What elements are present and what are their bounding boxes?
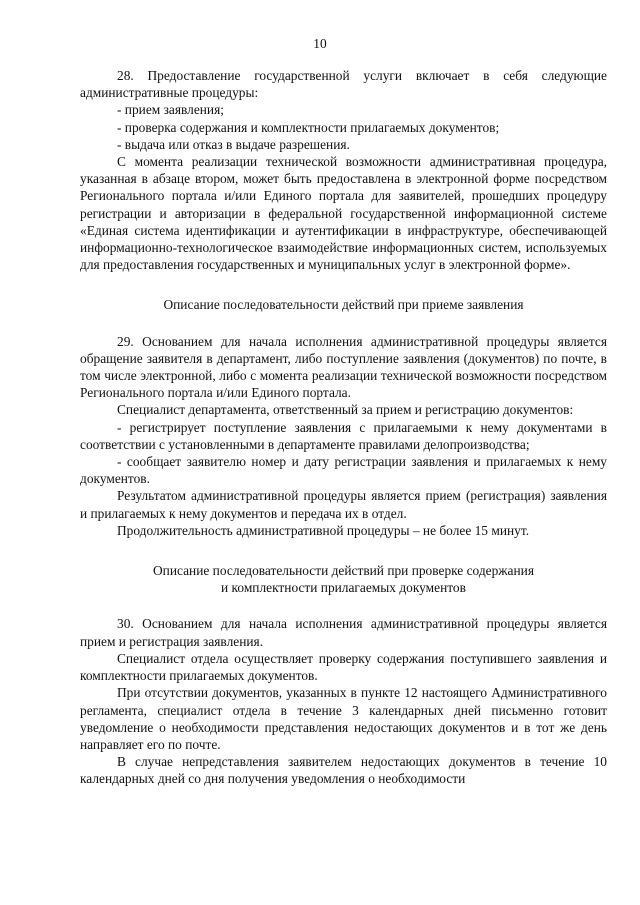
section-heading-check-line2: и комплектности прилагаемых документов bbox=[221, 580, 466, 596]
paragraph-28-intro: 28. Предоставление государственной услуги включает в себя следующие административные процедуры: bbox=[80, 68, 607, 101]
paragraph-30-absence: При отсутствии документов, указанных в пункте 12 настоящего Административного регламента, специалист отдела в течение 3 календарных дней письменно готовит уведомление о необходимости представления недостающих документов и в тот же день направляет его по почте. bbox=[80, 685, 607, 752]
list-item-register-application: - регистрирует поступление заявления с прилагаемыми к нему документами в соответствии с установленными в департаменте правилами делопроизводства; bbox=[80, 419, 607, 452]
section-heading-check-line1: Описание последовательности действий при проверке содержания bbox=[153, 563, 534, 579]
paragraph-29-result: Результатом административной процедуры является прием (регистрация) заявления и прилагаемых к нему документов и передача их в отдел. bbox=[80, 488, 607, 521]
list-item-issue-or-refuse: - выдача или отказ в выдаче разрешения. bbox=[117, 136, 350, 152]
paragraph-30-basis: 30. Основанием для начала исполнения административной процедуры является прием и регистрация заявления. bbox=[80, 616, 607, 649]
paragraph-28-electronic: С момента реализации технической возможности административная процедура, указанная в абзаце втором, может быть предоставлена в электронной форме посредством Регионального портала и/или Единого портала для заявителей, прошедших процедуру регистрации и авторизации в федеральной государственной информационной системе «Единая система идентификации и аутентификации в инфраструктуре, обеспечивающей информационно-технологическое взаимодействие информационных систем, используемых для предоставления государственных и муниципальных услуг в электронной форме». bbox=[80, 154, 607, 273]
list-item-receive-application: - прием заявления; bbox=[117, 102, 224, 118]
section-heading-receipt: Описание последовательности действий при приеме заявления bbox=[163, 297, 524, 313]
page-number: 10 bbox=[313, 36, 327, 51]
list-item-check-documents: - проверка содержания и комплектности прилагаемых документов; bbox=[117, 119, 500, 135]
paragraph-29-duration: Продолжительность административной процедуры – не более 15 минут. bbox=[117, 522, 530, 538]
list-item-inform-applicant: - сообщает заявителю номер и дату регистрации заявления и прилагаемых к нему документов. bbox=[80, 454, 607, 487]
paragraph-30-failure: В случае непредставления заявителем недостающих документов в течение 10 календарных дней со дня получения уведомления о необходимости bbox=[80, 754, 607, 787]
paragraph-29-specialist: Специалист департамента, ответственный за прием и регистрацию документов: bbox=[117, 402, 574, 418]
paragraph-29-basis: 29. Основанием для начала исполнения административной процедуры является обращение заявителя в департамент, либо поступление заявления (документов) по почте, в том числе электронной, либо с момента реализации технической возможности посредством Регионального портала и/или Единого портала. bbox=[80, 333, 607, 401]
paragraph-30-check: Специалист отдела осуществляет проверку содержания поступившего заявления и комплектности прилагаемых документов. bbox=[80, 650, 607, 684]
document-body bbox=[80, 67, 607, 788]
